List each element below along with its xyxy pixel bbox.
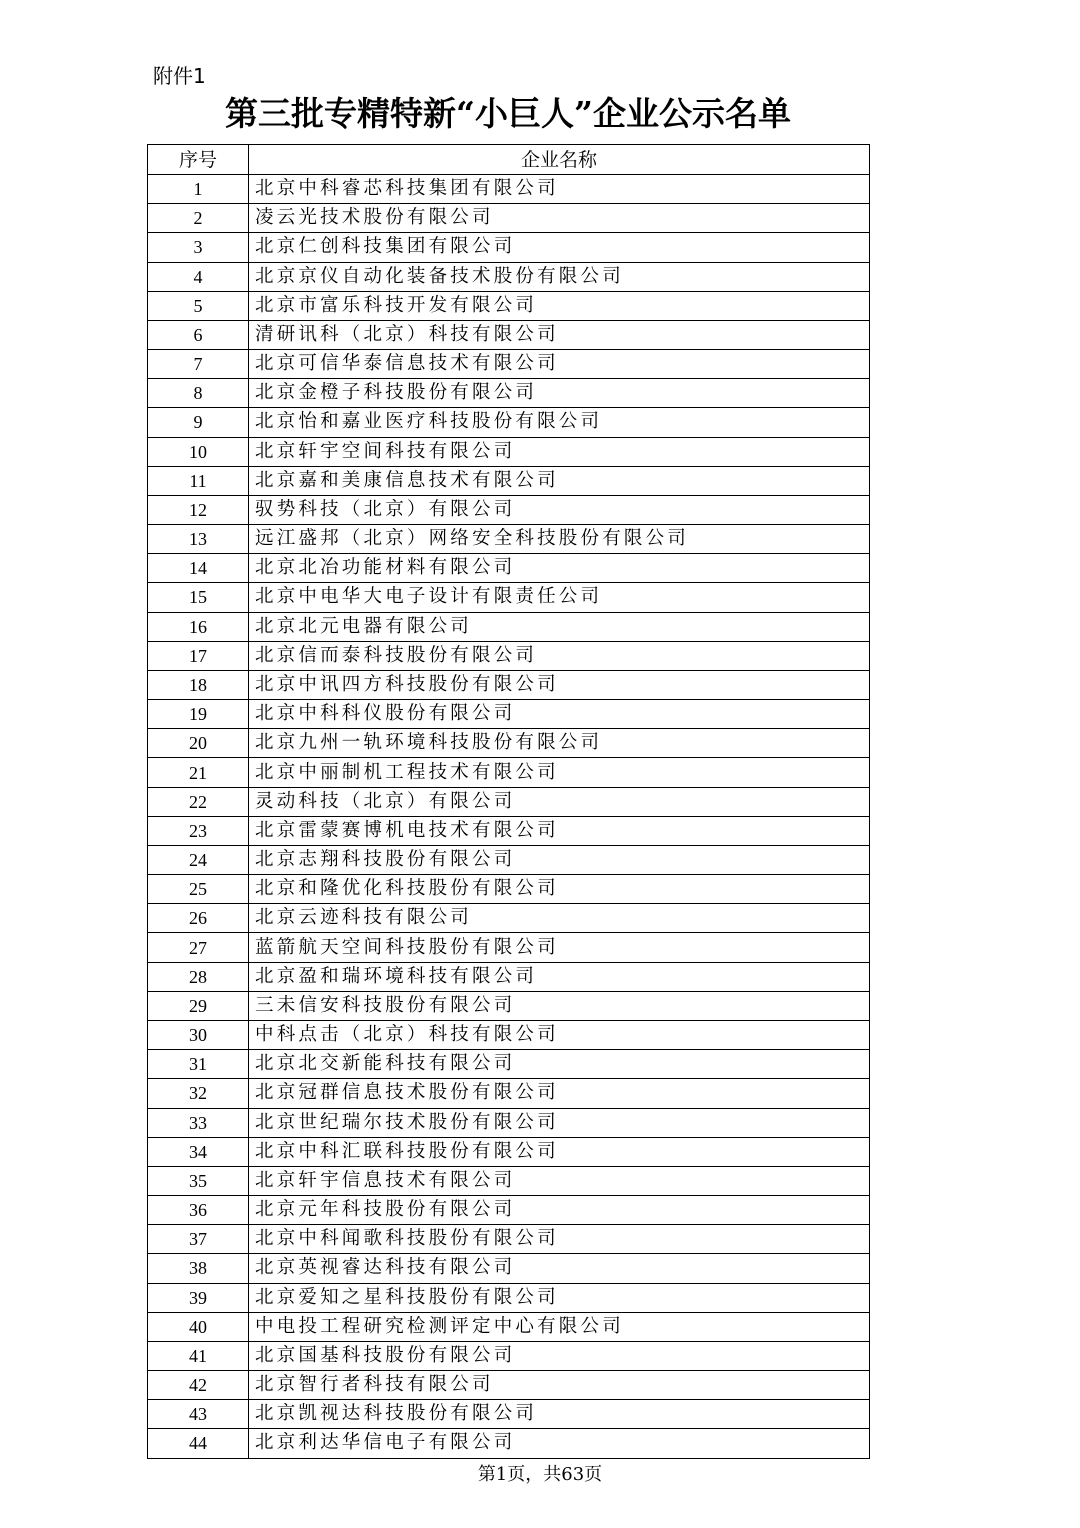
row-company-name: 北京盈和瑞环境科技有限公司: [249, 962, 870, 991]
row-serial-number: 14: [148, 554, 249, 583]
table-row: [148, 1020, 870, 1049]
table-row: [148, 670, 870, 699]
table-row: [148, 1371, 870, 1400]
table-body: [148, 175, 870, 1459]
row-company-name: 北京冠群信息技术股份有限公司: [249, 1079, 870, 1108]
row-serial-number: 36: [148, 1196, 249, 1225]
table-row: [148, 612, 870, 641]
row-company-name: 蓝箭航天空间科技股份有限公司: [249, 933, 870, 962]
table-header-row: [148, 145, 870, 175]
row-company-name: 北京九州一轨环境科技股份有限公司: [249, 729, 870, 758]
row-company-name: 灵动科技（北京）有限公司: [249, 787, 870, 816]
row-company-name: 北京京仪自动化装备技术股份有限公司: [249, 262, 870, 291]
table-row: [148, 1108, 870, 1137]
row-company-name: 北京中电华大电子设计有限责任公司: [249, 583, 870, 612]
table-row: [148, 262, 870, 291]
row-serial-number: 23: [148, 816, 249, 845]
table-row: [148, 1137, 870, 1166]
row-serial-number: 33: [148, 1108, 249, 1137]
table-row: [148, 1312, 870, 1341]
table-row: [148, 233, 870, 262]
attachment-label: 附件1: [153, 64, 206, 88]
header-company-name: 企业名称: [249, 145, 870, 175]
table-row: [148, 1196, 870, 1225]
row-company-name: 北京英视睿达科技有限公司: [249, 1254, 870, 1283]
row-serial-number: 13: [148, 525, 249, 554]
table-row: [148, 175, 870, 204]
row-serial-number: 15: [148, 583, 249, 612]
row-serial-number: 25: [148, 875, 249, 904]
row-serial-number: 19: [148, 700, 249, 729]
row-company-name: 北京可信华泰信息技术有限公司: [249, 350, 870, 379]
row-serial-number: 42: [148, 1371, 249, 1400]
row-serial-number: 11: [148, 466, 249, 495]
table-row: [148, 787, 870, 816]
row-company-name: 中科点击（北京）科技有限公司: [249, 1020, 870, 1049]
row-company-name: 驭势科技（北京）有限公司: [249, 495, 870, 524]
row-serial-number: 37: [148, 1225, 249, 1254]
row-company-name: 凌云光技术股份有限公司: [249, 204, 870, 233]
row-company-name: 北京云迹科技有限公司: [249, 904, 870, 933]
row-company-name: 北京中科科仪股份有限公司: [249, 700, 870, 729]
row-serial-number: 17: [148, 641, 249, 670]
row-company-name: 北京智行者科技有限公司: [249, 1371, 870, 1400]
row-serial-number: 35: [148, 1166, 249, 1195]
row-serial-number: 29: [148, 991, 249, 1020]
row-company-name: 北京北冶功能材料有限公司: [249, 554, 870, 583]
row-serial-number: 10: [148, 437, 249, 466]
row-serial-number: 2: [148, 204, 249, 233]
row-company-name: 远江盛邦（北京）网络安全科技股份有限公司: [249, 525, 870, 554]
table-row: [148, 933, 870, 962]
row-company-name: 北京和隆优化科技股份有限公司: [249, 875, 870, 904]
table-row: [148, 291, 870, 320]
table-row: [148, 641, 870, 670]
table-row: [148, 495, 870, 524]
table-row: [148, 466, 870, 495]
row-serial-number: 40: [148, 1312, 249, 1341]
row-company-name: 北京利达华信电子有限公司: [249, 1429, 870, 1458]
row-serial-number: 43: [148, 1400, 249, 1429]
row-serial-number: 24: [148, 845, 249, 874]
row-company-name: 北京金橙子科技股份有限公司: [249, 379, 870, 408]
table-row: [148, 320, 870, 349]
table-row: [148, 408, 870, 437]
row-company-name: 北京市富乐科技开发有限公司: [249, 291, 870, 320]
row-company-name: 清研讯科（北京）科技有限公司: [249, 320, 870, 349]
row-company-name: 北京国基科技股份有限公司: [249, 1341, 870, 1370]
table-row: [148, 962, 870, 991]
row-serial-number: 44: [148, 1429, 249, 1458]
company-list-table: [147, 144, 870, 1459]
header-serial-number: 序号: [148, 145, 249, 175]
row-serial-number: 21: [148, 758, 249, 787]
table-row: [148, 1079, 870, 1108]
row-company-name: 北京雷蒙赛博机电技术有限公司: [249, 816, 870, 845]
row-serial-number: 7: [148, 350, 249, 379]
table-row: [148, 700, 870, 729]
row-serial-number: 41: [148, 1341, 249, 1370]
page-footer: 第1页，共63页: [477, 1464, 603, 1485]
row-serial-number: 34: [148, 1137, 249, 1166]
table-row: [148, 729, 870, 758]
table-row: [148, 816, 870, 845]
row-company-name: 北京北交新能科技有限公司: [249, 1050, 870, 1079]
row-serial-number: 3: [148, 233, 249, 262]
row-serial-number: 31: [148, 1050, 249, 1079]
table-row: [148, 1283, 870, 1312]
table-row: [148, 991, 870, 1020]
row-company-name: 北京凯视达科技股份有限公司: [249, 1400, 870, 1429]
table-row: [148, 1254, 870, 1283]
row-company-name: 中电投工程研究检测评定中心有限公司: [249, 1312, 870, 1341]
row-serial-number: 16: [148, 612, 249, 641]
row-company-name: 北京信而泰科技股份有限公司: [249, 641, 870, 670]
table-row: [148, 583, 870, 612]
table-row: [148, 904, 870, 933]
row-serial-number: 27: [148, 933, 249, 962]
row-company-name: 北京中科闻歌科技股份有限公司: [249, 1225, 870, 1254]
row-serial-number: 30: [148, 1020, 249, 1049]
row-company-name: 北京志翔科技股份有限公司: [249, 845, 870, 874]
row-serial-number: 18: [148, 670, 249, 699]
row-serial-number: 32: [148, 1079, 249, 1108]
row-serial-number: 26: [148, 904, 249, 933]
table-row: [148, 554, 870, 583]
row-serial-number: 22: [148, 787, 249, 816]
table-row: [148, 437, 870, 466]
row-company-name: 北京元年科技股份有限公司: [249, 1196, 870, 1225]
row-company-name: 北京中科睿芯科技集团有限公司: [249, 175, 870, 204]
table-row: [148, 1429, 870, 1458]
table-row: [148, 1341, 870, 1370]
row-serial-number: 28: [148, 962, 249, 991]
row-serial-number: 5: [148, 291, 249, 320]
row-company-name: 北京怡和嘉业医疗科技股份有限公司: [249, 408, 870, 437]
table-row: [148, 1400, 870, 1429]
table-row: [148, 379, 870, 408]
row-company-name: 北京仁创科技集团有限公司: [249, 233, 870, 262]
row-company-name: 北京中讯四方科技股份有限公司: [249, 670, 870, 699]
table-row: [148, 758, 870, 787]
row-serial-number: 8: [148, 379, 249, 408]
row-company-name: 北京轩宇空间科技有限公司: [249, 437, 870, 466]
row-serial-number: 9: [148, 408, 249, 437]
table-row: [148, 1166, 870, 1195]
row-company-name: 北京中科汇联科技股份有限公司: [249, 1137, 870, 1166]
row-serial-number: 12: [148, 495, 249, 524]
table-row: [148, 1050, 870, 1079]
row-serial-number: 4: [148, 262, 249, 291]
row-serial-number: 1: [148, 175, 249, 204]
row-company-name: 北京中丽制机工程技术有限公司: [249, 758, 870, 787]
page-title: 第三批专精特新“小巨人”企业公示名单: [225, 94, 791, 133]
row-serial-number: 39: [148, 1283, 249, 1312]
row-serial-number: 6: [148, 320, 249, 349]
row-company-name: 北京嘉和美康信息技术有限公司: [249, 466, 870, 495]
table-row: [148, 204, 870, 233]
row-company-name: 北京世纪瑞尔技术股份有限公司: [249, 1108, 870, 1137]
row-company-name: 北京爱知之星科技股份有限公司: [249, 1283, 870, 1312]
row-serial-number: 20: [148, 729, 249, 758]
table-row: [148, 875, 870, 904]
row-serial-number: 38: [148, 1254, 249, 1283]
row-company-name: 北京轩宇信息技术有限公司: [249, 1166, 870, 1195]
table-row: [148, 350, 870, 379]
table-row: [148, 1225, 870, 1254]
row-company-name: 北京北元电器有限公司: [249, 612, 870, 641]
table-row: [148, 845, 870, 874]
row-company-name: 三未信安科技股份有限公司: [249, 991, 870, 1020]
table-row: [148, 525, 870, 554]
